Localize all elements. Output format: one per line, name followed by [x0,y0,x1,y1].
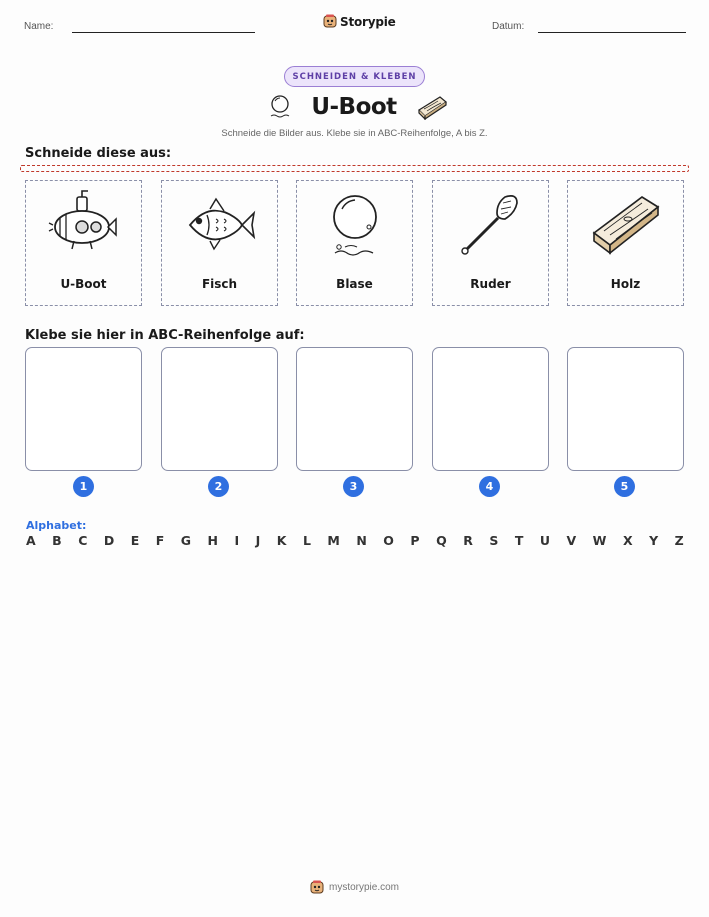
alphabet-letter: K [276,533,287,548]
cut-line [20,165,689,172]
activity-badge: SCHNEIDEN & KLEBEN [284,66,425,87]
cut-card-submarine[interactable] [25,180,142,306]
cut-card-wood[interactable] [567,180,684,306]
slot-number-badge: 1 [73,476,94,497]
wood-plank-icon [416,94,448,120]
alphabet-letter: C [78,533,88,548]
alphabet-letter: Y [649,533,659,548]
alphabet-letter: U [539,533,550,548]
date-label: Datum: [492,21,525,32]
page-title: U-Boot [311,94,397,120]
footer-url[interactable]: mystorypie.com [328,882,399,893]
title-row [268,91,448,123]
date-line[interactable] [538,32,686,33]
alphabet-letter: B [52,533,62,548]
alphabet-title: Alphabet: [26,519,87,532]
bubble-icon [315,187,395,263]
alphabet-letter: Q [436,533,447,548]
storypie-mascot-icon [323,14,337,29]
alphabet-letter: S [489,533,499,548]
paste-slot[interactable] [161,347,278,471]
card-label: Ruder [470,277,511,291]
alphabet-letter: W [592,533,607,548]
cut-card-oar[interactable] [432,180,549,306]
paste-heading: Klebe sie hier in ABC-Reihenfolge auf: [25,328,305,343]
bubble-icon [268,93,292,121]
alphabet-letter: D [103,533,115,548]
paste-slot[interactable] [432,347,549,471]
brand-name: Storypie [340,14,396,29]
alphabet-letter: I [234,533,240,548]
slot-number-badge: 4 [479,476,500,497]
name-label: Name: [24,21,54,32]
card-label: Holz [610,277,641,291]
instructions: Schneide die Bilder aus. Klebe sie in ABC-Reihenfolge, A bis Z. [221,128,488,139]
alphabet-letter: J [255,533,261,548]
cut-heading: Schneide diese aus: [25,146,172,161]
alphabet-letter: L [302,533,311,548]
cut-card-bubble[interactable] [296,180,413,306]
name-line[interactable] [72,32,255,33]
alphabet-letter: X [622,533,633,548]
brand-logo [323,14,396,29]
alphabet-letter: F [155,533,165,548]
alphabet-letter: Z [674,533,684,548]
alphabet-letter: T [514,533,524,548]
alphabet-letter: A [26,533,36,548]
paste-slot[interactable] [296,347,413,471]
alphabet-letter: R [463,533,473,548]
alphabet-letter: H [207,533,219,548]
fish-icon [180,187,260,263]
alphabet-letter: N [356,533,367,548]
slot-number-badge: 2 [208,476,229,497]
slot-number-badge: 3 [343,476,364,497]
cut-card-fish[interactable] [161,180,278,306]
card-label: U-Boot [60,277,107,291]
alphabet-letter: V [566,533,577,548]
storypie-mascot-icon [310,880,324,895]
submarine-icon [44,187,124,263]
alphabet-letter: O [383,533,394,548]
alphabet-letter: E [130,533,140,548]
paste-slot[interactable] [25,347,142,471]
oar-icon [451,187,531,263]
card-label: Fisch [201,277,238,291]
footer [0,880,709,895]
slot-number-badge: 5 [614,476,635,497]
paste-slot[interactable] [567,347,684,471]
alphabet-row [26,533,684,548]
alphabet-letter: M [327,533,340,548]
wood-plank-icon [586,187,666,263]
alphabet-letter: P [410,533,420,548]
card-label: Blase [336,277,373,291]
alphabet-letter: G [180,533,192,548]
